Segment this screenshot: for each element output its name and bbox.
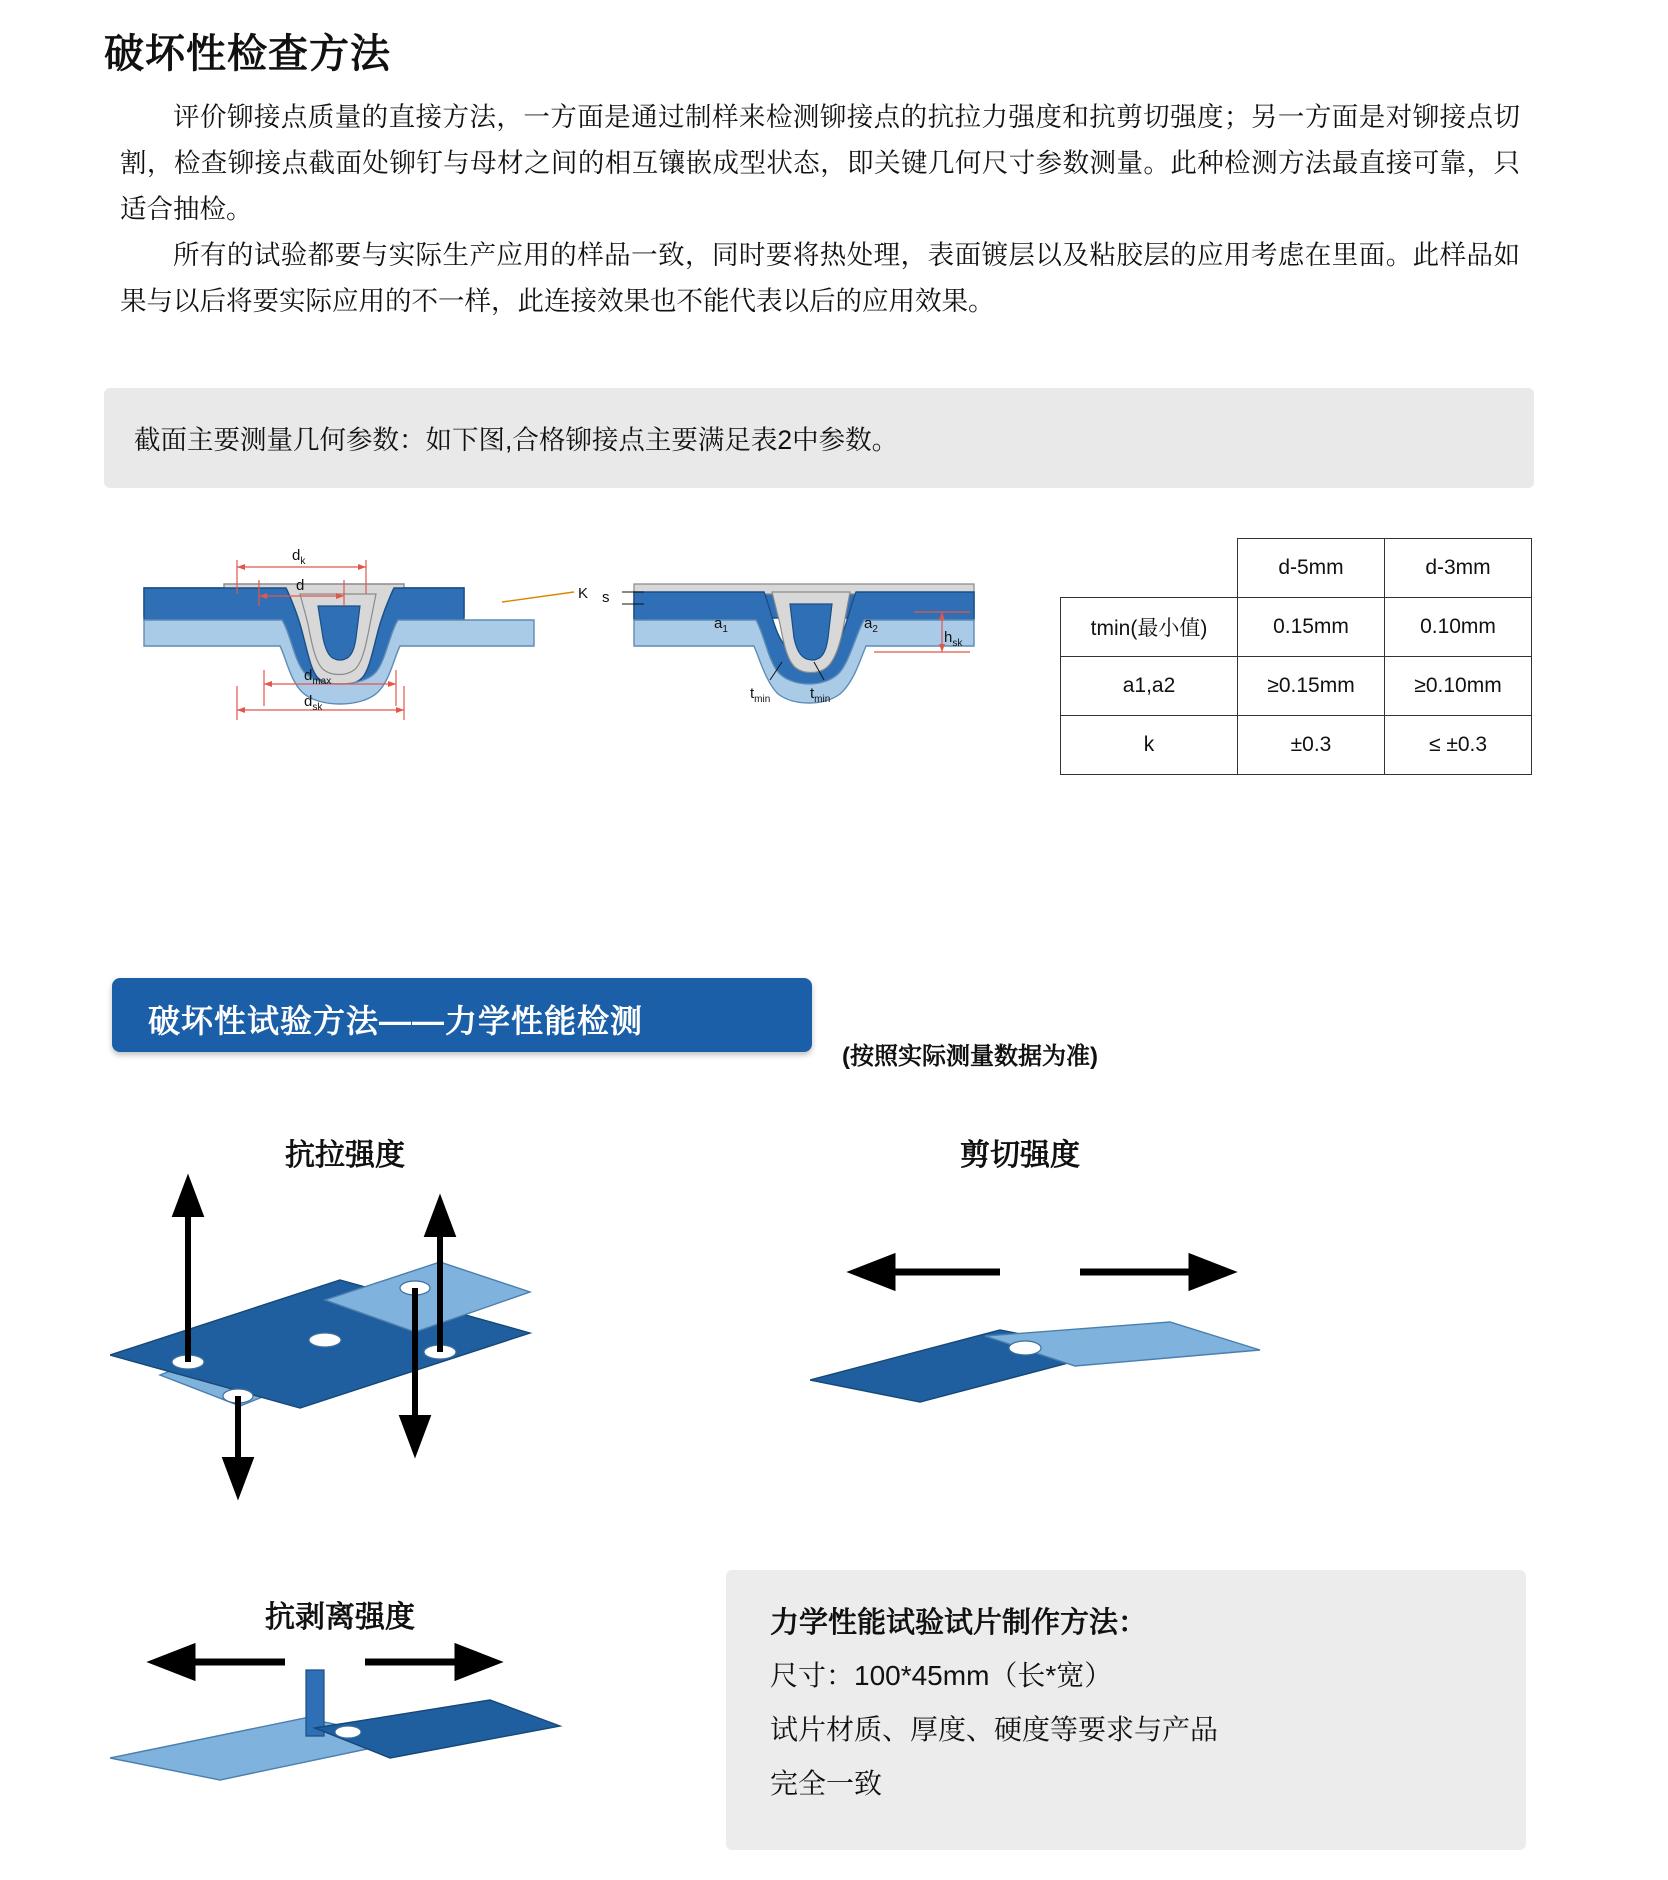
- label-a1: $a_1$: [714, 615, 728, 635]
- page-title: 破坏性检查方法: [104, 32, 391, 76]
- arrow-down: [403, 1418, 427, 1450]
- label-dk: $d_k$: [292, 547, 306, 567]
- label-dmax: $d_{max}$: [304, 667, 332, 687]
- label-tmin-right: $t_{min}$: [810, 685, 831, 705]
- label-d: d: [296, 577, 305, 594]
- tensile-svg: [110, 1170, 540, 1520]
- label-tmin-left: $t_{min}$: [750, 685, 771, 705]
- table-cell-name: k: [1061, 716, 1238, 775]
- rivet-hole: [335, 1726, 361, 1738]
- arrow-left: [156, 1648, 192, 1676]
- table-cell-d3: 0.10mm: [1385, 598, 1532, 657]
- cross-section-svg: [104, 520, 1054, 770]
- specimen-info-line-3: 完全一致: [770, 1768, 883, 1799]
- arrow-right: [458, 1648, 494, 1676]
- table-row: [1061, 716, 1532, 775]
- arrow-up: [176, 1182, 200, 1214]
- table-cell-d3: ≥0.10mm: [1385, 657, 1532, 716]
- specimen-info-line-1: 尺寸：100*45mm（长*宽）: [770, 1660, 1113, 1691]
- rivet-hole: [309, 1333, 341, 1347]
- shear-svg: [810, 1230, 1270, 1450]
- table-header-blank: [1061, 539, 1238, 598]
- note-bar: [104, 388, 1534, 488]
- paragraph-1: 评价铆接点质量的直接方法，一方面是通过制样来检测铆接点的抗拉力强度和抗剪切强度；另一方面是对铆接点切割，检查铆接点截面处铆钉与母材之间的相互镶嵌成型状态，即关键几何尺寸参数测量。此种检测方法最直接可靠，只适合抽检。: [120, 102, 1520, 224]
- table-cell-name: tmin(最小值): [1061, 598, 1238, 657]
- cross-section-figures: [104, 520, 1054, 770]
- table-row: [1061, 598, 1532, 657]
- table-cell-d5: ≥0.15mm: [1238, 657, 1385, 716]
- table-cell-d3: ≤ ±0.3: [1385, 716, 1532, 775]
- illustration-shear-test: [810, 1230, 1270, 1450]
- caption-tensile-strength: 抗拉强度: [285, 1139, 405, 1172]
- label-k: K: [578, 585, 589, 602]
- peel-svg: [110, 1640, 570, 1820]
- caption-shear-strength: 剪切强度: [960, 1139, 1080, 1172]
- table-cell-d5: 0.15mm: [1238, 598, 1385, 657]
- table-header-d3: d-3mm: [1385, 539, 1532, 598]
- arrow-right: [1192, 1258, 1228, 1286]
- table-row: [1061, 657, 1532, 716]
- specimen-info-line-2: 试片材质、厚度、硬度等要求与产品: [770, 1714, 1219, 1745]
- plate-vertical: [306, 1670, 324, 1736]
- illustration-peel-test: [110, 1640, 570, 1820]
- table-cell-d5: ±0.3: [1238, 716, 1385, 775]
- section-banner-label: 破坏性试验方法——力学性能检测: [148, 1003, 644, 1039]
- label-hsk: $h_{sk}$: [944, 629, 963, 649]
- specimen-info-box: [726, 1570, 1526, 1850]
- table-header-row: [1061, 539, 1532, 598]
- note-bar-text: 截面主要测量几何参数：如下图,合格铆接点主要满足表2中参数。: [134, 425, 899, 455]
- rivet-hole: [1009, 1341, 1041, 1355]
- parameter-table: [1060, 538, 1532, 775]
- illustration-tensile-test: [110, 1170, 540, 1520]
- section-banner: [112, 978, 812, 1052]
- section-banner-note: (按照实际测量数据为准): [842, 1043, 1098, 1070]
- caption-peel-strength: 抗剥离强度: [265, 1601, 415, 1634]
- specimen-info-title: 力学性能试验试片制作方法：: [770, 1607, 1148, 1639]
- arrow-down: [226, 1460, 250, 1492]
- arrow-left: [856, 1258, 892, 1286]
- table-cell-name: a1,a2: [1061, 657, 1238, 716]
- figure-right-rivet-cross-section: [602, 584, 974, 705]
- label-a2: $a_2$: [864, 615, 878, 635]
- label-s: s: [602, 589, 610, 606]
- arrow-up: [428, 1202, 452, 1234]
- figure-left-rivet-cross-section: [144, 547, 588, 720]
- paragraph-2: 所有的试验都要与实际生产应用的样品一致，同时要将热处理，表面镀层以及粘胶层的应用考虑在里面。此样品如果与以后将要实际应用的不一样，此连接效果也不能代表以后的应用效果。: [120, 240, 1520, 316]
- table-header-d5: d-5mm: [1238, 539, 1385, 598]
- label-dsk: $d_{sk}$: [304, 693, 323, 713]
